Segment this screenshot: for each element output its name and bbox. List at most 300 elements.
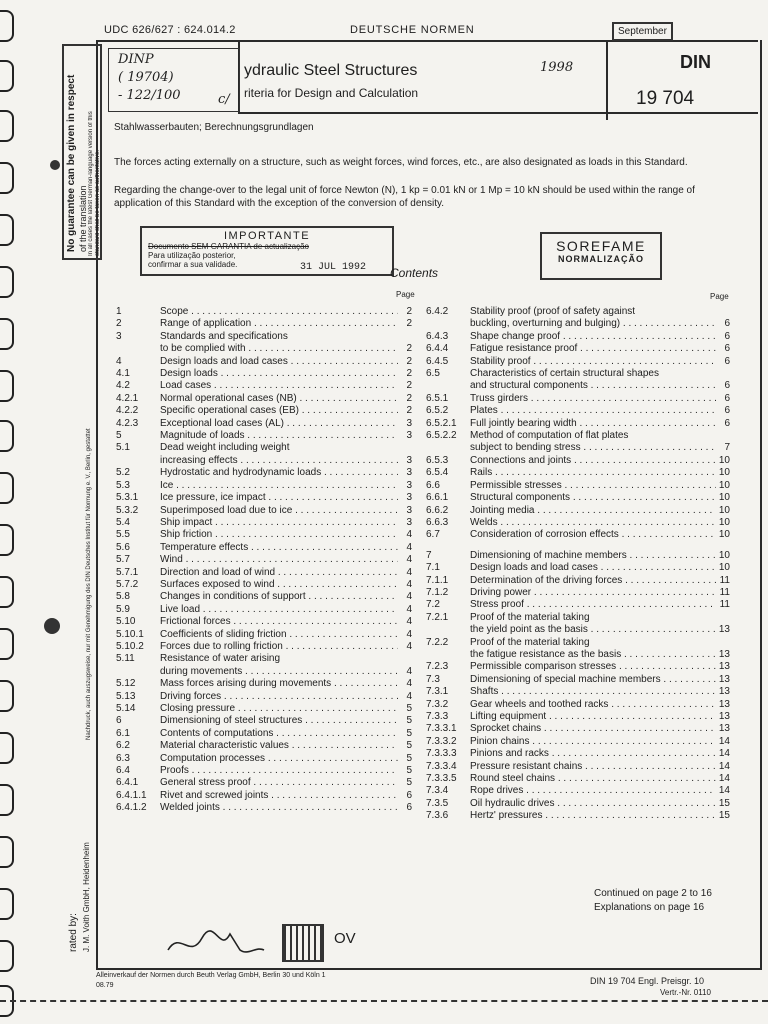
toc-number: 5.11: [116, 653, 135, 665]
toc-entry: [426, 331, 730, 343]
intro-paragraph: Regarding the change-over to the legal unit of force Newton (N), 1 kp = 0.01 kN or 1 Mp = 10 kN should be used within the range of application of this Standard with the exception of the conversion of density.: [114, 185, 695, 209]
toc-label: Ice pressure, ice impact . . .: [160, 492, 398, 504]
toc-number: [116, 666, 160, 678]
toc-page: 11: [719, 599, 730, 611]
toc-number: 4.2: [116, 380, 130, 392]
toc-number: 6.4.2: [426, 306, 449, 317]
binder-ring: [0, 420, 14, 452]
toc-page: 7: [724, 442, 730, 454]
toc-page: 6: [406, 802, 412, 814]
toc-page: 3: [406, 504, 412, 516]
toc-number: 5.5: [116, 529, 130, 541]
toc-number: 5.3.2: [116, 504, 139, 516]
toc-label: Coefficients of sliding friction . . .: [160, 629, 398, 641]
toc-entry: [426, 380, 730, 392]
punch-hole: [44, 618, 60, 634]
toc-page: 14: [718, 748, 730, 760]
intro-paragraph: The forces acting externally on a structure, such as weight forces, wind forces, etc., are also designated as loads in this Standard.: [114, 157, 688, 168]
toc-page: 6: [724, 355, 730, 367]
toc-entry: [116, 430, 412, 442]
toc-label: Magnitude of loads . . .: [160, 430, 398, 442]
document-subtitle: riteria for Design and Calculation: [244, 86, 419, 100]
toc-entry: [426, 748, 730, 760]
toc-entry: [426, 550, 730, 562]
toc-number: 7.3.4: [426, 785, 449, 797]
toc-spacer: [426, 542, 730, 550]
toc-page: 10: [718, 529, 730, 541]
toc-label: Surfaces exposed to wind . . .: [160, 579, 398, 591]
toc-entry: [426, 674, 730, 686]
translator-name: J. M. Voith GmbH, Heidenheim: [82, 842, 91, 952]
toc-label: Wind . . .: [160, 554, 398, 566]
toc-entry: [426, 649, 730, 661]
punch-hole: [50, 160, 60, 170]
binder-ring: [0, 266, 14, 298]
toc-entry: [426, 368, 730, 380]
toc-page: [716, 430, 730, 442]
toc-page: 5: [406, 765, 412, 777]
toc-page: 5: [406, 752, 412, 764]
toc-entry: [426, 442, 730, 454]
document-title: ydraulic Steel Structures: [244, 62, 418, 79]
toc-entry: [426, 612, 730, 624]
toc-page: [716, 306, 730, 318]
toc-number: 5.7.1: [116, 566, 139, 578]
toc-number: 5.6: [116, 541, 130, 553]
stamp-heading: IMPORTANTE: [223, 230, 311, 242]
toc-number: [426, 380, 470, 392]
toc-page: 3: [406, 417, 412, 429]
toc-entry: [426, 599, 730, 611]
toc-entry: [426, 785, 730, 797]
toc-number: 5.1: [116, 442, 130, 454]
toc-number: 5.10: [116, 616, 136, 628]
toc-page: 6: [724, 417, 730, 429]
binder-ring: [0, 110, 14, 142]
toc-number: 6.4.1: [116, 777, 139, 789]
footer-rule: [96, 968, 758, 970]
toc-number: 5.10.1: [116, 628, 144, 640]
toc-entry: [426, 318, 730, 330]
toc-number: 5.9: [116, 603, 130, 615]
toc-page: 11: [719, 586, 730, 598]
toc-entry: [116, 331, 412, 343]
toc-label: Changes in conditions of support . . .: [160, 591, 398, 603]
toc-label: Welded joints . . .: [160, 802, 398, 814]
toc-number: 4: [116, 355, 122, 367]
toc-entry: [116, 356, 412, 368]
toc-entry: [426, 467, 730, 479]
toc-number: 7.3.6: [426, 810, 449, 822]
toc-page: 4: [406, 678, 412, 690]
toc-page: 10: [718, 504, 730, 516]
toc-label: Design loads and load cases . . .: [160, 356, 398, 368]
toc-page: 2: [406, 392, 412, 404]
toc-page: 5: [406, 703, 412, 714]
ov-mark: OV: [334, 930, 356, 947]
toc-label: Rivet and screwed joints . . .: [160, 790, 398, 802]
binder-ring: [0, 576, 14, 608]
toc-label: Range of application . . .: [160, 318, 398, 330]
toc-label: Permissible comparison stresses . . .: [470, 661, 716, 673]
toc-page: 11: [719, 574, 730, 586]
toc-page: 10: [718, 549, 730, 561]
stamp-date: 31 JUL 1992: [300, 262, 367, 273]
toc-page: 14: [718, 760, 730, 772]
toc-number: 6.3: [116, 752, 130, 764]
toc-number: 6.6: [426, 479, 440, 491]
toc-label: and structural components . . .: [470, 380, 716, 392]
binder-ring: [0, 940, 14, 972]
publisher-note: Alleinverkauf der Normen durch Beuth Verlag GmbH, Berlin 30 und Köln 1: [96, 972, 326, 979]
toc-number: 6.5: [426, 368, 440, 380]
toc-page: 13: [718, 661, 730, 673]
toc-label: Design loads . . .: [160, 368, 398, 380]
handwritten-line: c/: [218, 92, 230, 107]
toc-entry: [426, 711, 730, 723]
binder-ring: [0, 318, 14, 350]
toc-entry: [426, 761, 730, 773]
toc-entry: [116, 666, 412, 678]
toc-entry: [116, 368, 412, 380]
toc-entry: [116, 505, 412, 517]
toc-page: 3: [406, 492, 412, 504]
toc-page: 3: [406, 430, 412, 442]
toc-number: 6.4.1.1: [116, 789, 147, 801]
toc-label: Stress proof . . .: [470, 599, 716, 611]
toc-page: [716, 637, 730, 649]
toc-entry: [426, 517, 730, 529]
toc-page: 5: [406, 727, 412, 739]
toc-page: 4: [406, 640, 412, 652]
toc-page: 3: [406, 467, 412, 479]
binder-ring: [0, 472, 14, 504]
toc-page: 10: [718, 492, 730, 504]
toc-page: 4: [406, 566, 412, 578]
toc-number: 7.1: [426, 562, 440, 574]
toc-label: increasing effects . . .: [160, 455, 398, 467]
toc-number: 4.2.1: [116, 392, 139, 404]
toc-entry: [116, 492, 412, 504]
translator-label: rated by:: [68, 913, 79, 952]
toc-label: Frictional forces . . .: [160, 616, 398, 628]
toc-label: Resistance of water arising: [160, 653, 281, 665]
toc-label: Pressure resistant chains . . .: [470, 761, 716, 773]
toc-number: 7.2.3: [426, 661, 449, 673]
toc-entry: [116, 318, 412, 330]
toc-page: 2: [406, 306, 412, 317]
translation-warning: No guarantee can be given in respect: [66, 74, 77, 252]
toc-label: Fatigue resistance proof . . .: [470, 343, 716, 355]
toc-page: 2: [406, 355, 412, 367]
toc-page: 5: [406, 777, 412, 789]
year-stamp: 1998: [540, 60, 574, 75]
toc-entry: [426, 343, 730, 355]
toc-page: 13: [718, 673, 730, 685]
toc-label: Hydrostatic and hydrodynamic loads . . .: [160, 467, 398, 479]
toc-number: 6: [116, 715, 122, 727]
toc-entry: [116, 715, 412, 727]
toc-number: 5.10.2: [116, 640, 144, 652]
toc-number: [116, 455, 160, 467]
toc-entry: [116, 442, 412, 454]
toc-label: Jointing media . . .: [470, 505, 716, 517]
toc-label: Permissible stresses . . .: [470, 480, 716, 492]
toc-page: 6: [724, 330, 730, 342]
toc-label: Structural components . . .: [470, 492, 716, 504]
toc-number: [426, 624, 470, 636]
toc-page: 13: [718, 698, 730, 710]
toc-number: 7.3.1: [426, 686, 449, 698]
toc-page: 10: [718, 467, 730, 479]
toc-label: Sprocket chains . . .: [470, 723, 716, 735]
sorefame-name: SOREFAME: [556, 238, 646, 254]
toc-label: Closing pressure . . .: [160, 703, 398, 715]
toc-label: Rails . . .: [470, 467, 716, 479]
toc-page: 4: [406, 616, 412, 628]
toc-label: Temperature effects . . .: [160, 542, 398, 554]
toc-number: 1: [116, 306, 122, 317]
toc-page: 3: [406, 454, 412, 466]
toc-entry: [116, 653, 412, 665]
toc-number: 7.3.5: [426, 797, 449, 809]
toc-number: 7.3.3: [426, 711, 449, 722]
toc-number: 6.5.2.1: [426, 417, 457, 429]
toc-number: [426, 649, 470, 661]
toc-number: 6.5.2: [426, 405, 449, 417]
toc-label: Proofs . . .: [160, 765, 398, 777]
title-divider: [606, 40, 608, 120]
toc-entry: [426, 505, 730, 517]
toc-label: Plates . . .: [470, 405, 716, 417]
toc-number: 6.7: [426, 529, 440, 541]
toc-entry: [116, 405, 412, 417]
toc-entry: [426, 661, 730, 673]
toc-page: 13: [718, 624, 730, 636]
toc-label: Full jointly bearing width . . .: [470, 418, 716, 430]
toc-entry: [426, 455, 730, 467]
price-group: DIN 19 704 Engl. Preisgr. 10: [590, 976, 705, 986]
toc-number: 7.2.2: [426, 636, 449, 648]
toc-label: Dimensioning of machine members . . .: [470, 550, 716, 562]
toc-label: Characteristics of certain structural shapes: [470, 368, 659, 380]
toc-label: Specific operational cases (EB) . . .: [160, 405, 398, 417]
toc-number: 5.3: [116, 479, 130, 491]
toc-entry: [116, 306, 412, 318]
toc-entry: [116, 529, 412, 541]
toc-entry: [426, 562, 730, 574]
toc-entry: [426, 810, 730, 822]
toc-label: Load cases . . .: [160, 380, 398, 392]
toc-label: Contents of computations . . .: [160, 728, 398, 740]
toc-left-column: [116, 306, 412, 815]
stamp-line: Documento SEM GARANTIA de actualização: [148, 242, 309, 251]
toc-entry: [116, 765, 412, 777]
toc-page: [716, 368, 730, 380]
toc-entry: [116, 343, 412, 355]
toc-label: Driving forces . . .: [160, 691, 398, 703]
sorefame-stamp: [540, 232, 662, 280]
toc-number: 2: [116, 318, 122, 330]
toc-label: Design loads and load cases . . .: [470, 562, 716, 574]
toc-entry: [426, 529, 730, 541]
toc-page: 4: [406, 541, 412, 553]
toc-entry: [426, 306, 730, 318]
toc-entry: [426, 624, 730, 636]
toc-label: Consideration of corrosion effects . . .: [470, 529, 716, 541]
toc-page: 6: [724, 318, 730, 330]
toc-entry: [116, 777, 412, 789]
handwritten-line: DINP: [118, 52, 154, 67]
toc-number: 7.3: [426, 673, 440, 685]
toc-label: Truss girders . . .: [470, 393, 716, 405]
toc-page: 13: [718, 686, 730, 698]
binder-ring: [0, 680, 14, 712]
toc-number: 6.4.3: [426, 330, 449, 342]
toc-page: 6: [724, 405, 730, 417]
contents-heading: Contents: [390, 266, 439, 280]
toc-page: 6: [724, 343, 730, 355]
toc-number: 7.3.3.4: [426, 760, 457, 772]
toc-entry: [116, 740, 412, 752]
toc-entry: [426, 418, 730, 430]
stamp-line: confirmar a sua validade.: [148, 260, 238, 269]
toc-page: 13: [718, 723, 730, 735]
toc-page: 13: [718, 648, 730, 660]
toc-page: 14: [718, 785, 730, 797]
binder-ring: [0, 524, 14, 556]
toc-number: 6.6.2: [426, 504, 449, 516]
toc-entry: [116, 455, 412, 467]
toc-page: 10: [718, 562, 730, 574]
toc-entry: [426, 405, 730, 417]
toc-number: 5.12: [116, 678, 136, 690]
toc-label: Dead weight including weight: [160, 442, 290, 454]
toc-number: 5.8: [116, 591, 130, 603]
toc-number: 5.14: [116, 703, 136, 714]
toc-label: Pinions and racks . . .: [470, 748, 716, 760]
toc-page: 4: [406, 529, 412, 541]
toc-number: [116, 343, 160, 355]
toc-number: 6.4: [116, 765, 130, 777]
toc-number: 4.1: [116, 368, 130, 380]
toc-entry: [116, 629, 412, 641]
toc-entry: [116, 591, 412, 603]
toc-label: Standards and specifications: [160, 330, 288, 342]
toc-page: 4: [406, 628, 412, 640]
toc-label: Ice . . .: [160, 480, 398, 492]
toc-page: 2: [406, 405, 412, 417]
toc-page: 15: [718, 810, 730, 822]
toc-page: 4: [406, 591, 412, 603]
normalizacao-label: NORMALIZAÇÃO: [558, 254, 644, 264]
toc-number: 7.3.3.2: [426, 735, 457, 747]
toc-number: [426, 318, 470, 330]
toc-label: Scope . . .: [160, 306, 398, 318]
toc-number: 7.2.1: [426, 611, 449, 623]
toc-number: 7.3.2: [426, 698, 449, 710]
toc-page: 4: [406, 690, 412, 702]
series-name: DEUTSCHE NORMEN: [350, 24, 475, 36]
toc-label: Live load . . .: [160, 604, 398, 616]
toc-number: 5.4: [116, 516, 130, 528]
toc-page: 4: [406, 578, 412, 590]
toc-right-column: [426, 306, 730, 823]
toc-label: Stability proof . . .: [470, 356, 716, 368]
toc-number: 6.5.1: [426, 392, 449, 404]
toc-number: 6.2: [116, 740, 130, 752]
toc-page: 3: [406, 479, 412, 491]
toc-page: 2: [406, 368, 412, 380]
toc-number: 6.5.2.2: [426, 430, 457, 442]
explanations-note: Explanations on page 16: [594, 902, 705, 913]
toc-page: 5: [406, 740, 412, 752]
toc-label: Hertz' pressures . . .: [470, 810, 716, 822]
toc-page: 6: [724, 392, 730, 404]
toc-entry: [426, 686, 730, 698]
toc-label: Connections and joints . . .: [470, 455, 716, 467]
toc-label: Driving power . . .: [470, 587, 716, 599]
toc-label: Ship friction . . .: [160, 529, 398, 541]
title-rule: [238, 112, 758, 114]
binder-ring: [0, 162, 14, 194]
toc-page: 10: [718, 516, 730, 528]
binder-ring: [0, 836, 14, 868]
toc-page: 2: [406, 343, 412, 355]
toc-number: 6.4.4: [426, 343, 449, 355]
toc-label: Exceptional load cases (AL) . . .: [160, 418, 398, 430]
toc-number: 5: [116, 430, 122, 442]
toc-number: 7.3.3.1: [426, 723, 457, 735]
toc-number: 7.2: [426, 599, 440, 611]
toc-label: Dimensioning of steel structures . . .: [160, 715, 398, 727]
toc-number: 6.1: [116, 727, 130, 739]
toc-entry: [116, 542, 412, 554]
toc-entry: [426, 723, 730, 735]
toc-label: Mass forces arising during movements . . .: [160, 678, 398, 690]
toc-entry: [116, 790, 412, 802]
perforation: [0, 1000, 768, 1002]
page-column-heading: Page: [710, 292, 729, 301]
din-number: 19 704: [636, 88, 695, 109]
handwritten-line: ( 19704): [118, 70, 174, 85]
toc-number: 6.6.1: [426, 492, 449, 504]
toc-entry: [116, 604, 412, 616]
toc-label: Lifting equipment . . .: [470, 711, 716, 723]
toc-entry: [116, 480, 412, 492]
toc-label: Stability proof (proof of safety against: [470, 306, 636, 317]
toc-entry: [116, 802, 412, 814]
toc-entry: [116, 703, 412, 715]
toc-page: 4: [406, 665, 412, 677]
toc-entry: [116, 691, 412, 703]
toc-label: Shafts . . .: [470, 686, 716, 698]
toc-page: 14: [718, 735, 730, 747]
din-label: DIN: [680, 52, 711, 72]
toc-page: [398, 331, 412, 343]
toc-label: subject to bending stress . . .: [470, 442, 716, 454]
toc-entry: [116, 467, 412, 479]
toc-number: 7.1.1: [426, 574, 449, 586]
translation-warning: standard shall be taken as authoritative.: [95, 149, 101, 256]
din-logo: [282, 924, 324, 962]
toc-entry: [426, 393, 730, 405]
binder-ring: [0, 60, 14, 92]
toc-page: 14: [718, 773, 730, 785]
toc-number: 7.3.3.3: [426, 748, 457, 760]
toc-label: the yield point as the basis . . .: [470, 624, 716, 636]
toc-label: Pinion chains . . .: [470, 736, 716, 748]
